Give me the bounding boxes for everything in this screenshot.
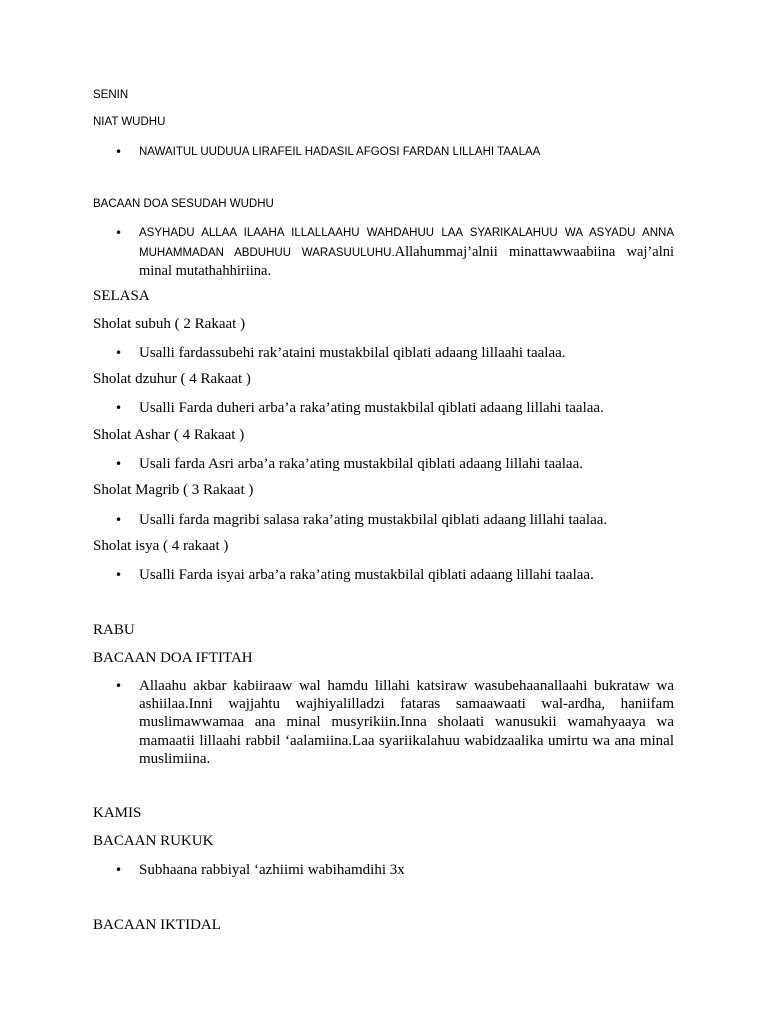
- prayer-heading-isya: Sholat isya ( 4 rakaat ): [93, 538, 229, 554]
- bacaan-rukuk-text: Subhaana rabbiyal ‘azhiimi wabihamdihi 3x: [139, 862, 405, 878]
- prayer-heading-dzuhur: Sholat dzuhur ( 4 Rakaat ): [93, 371, 251, 387]
- bullet-icon: •: [115, 679, 123, 693]
- bullet-icon: •: [115, 401, 123, 415]
- day-heading-kamis: KAMIS: [93, 805, 142, 821]
- list-item-doa-sesudah-wudhu: [93, 224, 674, 282]
- bullet-icon: •: [115, 863, 123, 877]
- list-item-niat-isya: [93, 566, 674, 584]
- list-item-niat-magrib: [93, 511, 674, 529]
- doa-text-sans: ASYHADU ALLAA ILAAHA ILLALLAAHU WAHDAHUU LAA SYARIKALAHUU WA ASYADU ANNA MUHAMMADAN ABDUHUU WARASUULUHU.: [139, 227, 674, 259]
- bullet-icon: •: [115, 145, 123, 159]
- prayer-heading-magrib: Sholat Magrib ( 3 Rakaat ): [93, 482, 254, 498]
- bullet-icon: •: [115, 226, 123, 240]
- niat-subuh-text: Usalli fardassubehi rak’ataini mustakbilal qiblati adaang lillaahi taalaa.: [139, 345, 566, 361]
- list-item-niat-wudhu: [93, 143, 674, 162]
- bullet-icon: •: [115, 457, 123, 471]
- list-item-niat-subuh: [93, 344, 674, 362]
- list-item-niat-ashar: [93, 455, 674, 473]
- niat-dzuhur-text: Usalli Farda duheri arba’a raka’ating mustakbilal qiblati adaang lillahi taalaa.: [139, 400, 604, 416]
- list-item-bacaan-rukuk: [93, 861, 674, 879]
- doa-sesudah-wudhu-text: [139, 224, 674, 282]
- niat-ashar-text: Usali farda Asri arba’a raka’ating mustakbilal qiblati adaang lillahi taalaa.: [139, 456, 583, 472]
- section-heading-doa-iftitah: BACAAN DOA IFTITAH: [93, 650, 253, 666]
- prayer-heading-subuh: Sholat subuh ( 2 Rakaat ): [93, 316, 246, 332]
- doa-text-serif: Allahummaj’alnii minattawwaabiina waj’alni minal mutathahhiriina.: [139, 243, 674, 279]
- bullet-icon: •: [115, 568, 123, 582]
- section-heading-bacaan-rukuk: BACAAN RUKUK: [93, 833, 214, 849]
- niat-wudhu-text: NAWAITUL UUDUUA LIRAFEIL HADASIL AFGOSI FARDAN LILLAHI TAALAA: [139, 146, 541, 158]
- doa-iftitah-text: Allaahu akbar kabiiraaw wal hamdu lillahi katsiraw wasubehaanallaahi bukrataw wa ashiilaa.Inni wajjahtu wajhiyalilladzi fataras samaawaati wal-ardha, haniifam muslimawwamaa ana minal musyrikiin.Inna sholaati wanusukii wamahyaaya wa mamaatii lillaahi rabbil ‘aalamiina.Laa syariikalahuu wabidzaalika umirtu wa ana minal muslimiina.: [139, 678, 674, 767]
- bullet-icon: •: [115, 346, 123, 360]
- niat-isya-text: Usalli Farda isyai arba’a raka’ating mustakbilal qiblati adaang lillahi taalaa.: [139, 567, 594, 583]
- day-heading-selasa: SELASA: [93, 288, 150, 304]
- section-heading-niat-wudhu: NIAT WUDHU: [93, 116, 166, 128]
- section-heading-bacaan-iktidal: BACAAN IKTIDAL: [93, 917, 221, 933]
- day-heading-senin: SENIN: [93, 89, 129, 101]
- bullet-icon: •: [115, 513, 123, 527]
- list-item-doa-iftitah: [93, 677, 674, 768]
- list-item-niat-dzuhur: [93, 399, 674, 417]
- prayer-heading-ashar: Sholat Ashar ( 4 Rakaat ): [93, 427, 245, 443]
- section-heading-doa-sesudah-wudhu: BACAAN DOA SESUDAH WUDHU: [93, 198, 274, 210]
- niat-magrib-text: Usalli farda magribi salasa raka’ating mustakbilal qiblati adaang lillahi taalaa.: [139, 512, 608, 528]
- day-heading-rabu: RABU: [93, 622, 135, 638]
